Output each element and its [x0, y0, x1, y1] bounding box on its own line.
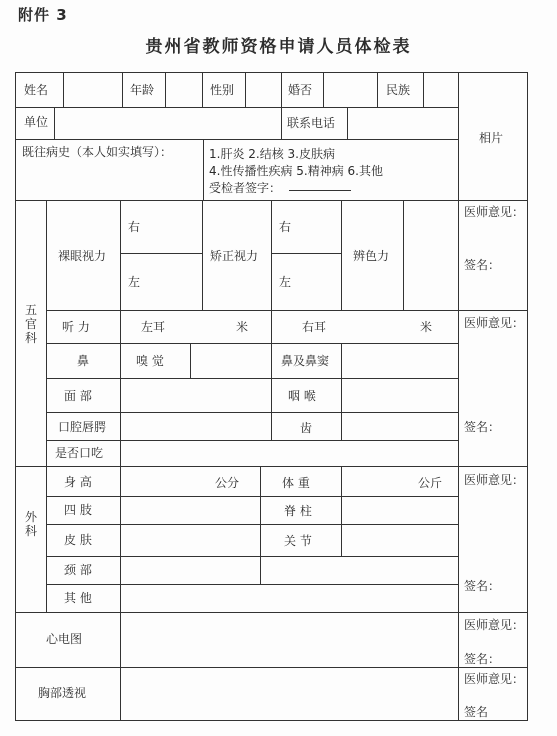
chest-xray-label: 胸部透视 [38, 686, 87, 700]
left-ear-unit: 米 [236, 320, 249, 334]
gender-label: 性别 [210, 83, 235, 97]
stutter-label: 是否口吃 [55, 446, 104, 460]
right-ear-unit: 米 [420, 320, 433, 334]
ecg-label: 心电图 [46, 632, 83, 646]
limbs-label: 四 肢 [64, 503, 92, 517]
naked-left-label: 左 [128, 275, 141, 289]
facial-section-label: 五官科 [24, 303, 37, 345]
doctor-opinion-surgery: 医师意见： [464, 473, 525, 487]
color-vision-label: 辨色力 [353, 249, 390, 263]
nose-label: 鼻 [77, 354, 90, 368]
corrected-vision-label: 矫正视力 [210, 249, 259, 263]
throat-label: 咽 喉 [288, 389, 316, 403]
photo-label: 相片 [479, 131, 504, 145]
height-label: 身 高 [64, 475, 92, 489]
doctor-opinion-facial: 医师意见： [464, 316, 525, 330]
phone-label: 联系电话 [287, 116, 336, 130]
face-label: 面 部 [64, 389, 92, 403]
attachment-label: 附件 3 [18, 6, 68, 24]
surgery-section-label: 外科 [24, 510, 37, 538]
weight-unit: 公斤 [418, 476, 443, 490]
hearing-label: 听 力 [62, 320, 90, 334]
doctor-opinion-chest: 医师意见： [464, 672, 525, 686]
doctor-opinion-ecg: 医师意见： [464, 618, 525, 632]
weight-label: 体 重 [282, 476, 310, 490]
history-signature-label: 受检者签字： [209, 181, 282, 195]
doctor-sign-chest: 签名 [464, 705, 489, 719]
signature-line [289, 190, 351, 191]
oral-label: 口腔唇腭 [58, 420, 107, 434]
doctor-sign-surgery: 签名： [464, 579, 501, 593]
history-line-2: 4.性传播性疾病 5.精神病 6.其他 [209, 164, 383, 178]
naked-vision-label: 裸眼视力 [58, 249, 107, 263]
teeth-label: 齿 [300, 421, 313, 435]
name-label: 姓名 [24, 83, 49, 97]
left-ear-label: 左耳 [141, 320, 166, 334]
height-unit: 公分 [215, 476, 240, 490]
right-ear-label: 右耳 [302, 320, 327, 334]
smell-label: 嗅 觉 [136, 354, 164, 368]
doctor-sign-vision: 签名： [464, 258, 501, 272]
spine-label: 脊 柱 [284, 504, 312, 518]
history-label: 既往病史（本人如实填写）： [22, 145, 173, 159]
doctor-opinion-vision: 医师意见： [464, 205, 525, 219]
age-label: 年龄 [130, 83, 155, 97]
skin-label: 皮 肤 [64, 533, 92, 547]
ethnicity-label: 民族 [386, 83, 411, 97]
nose-sinus-label: 鼻及鼻窦 [281, 354, 330, 368]
work-unit-label: 单位 [24, 115, 49, 129]
form-title: 贵州省教师资格申请人员体检表 [145, 37, 412, 57]
neck-label: 颈 部 [64, 563, 92, 577]
joints-label: 关 节 [284, 534, 312, 548]
history-line-1: 1.肝炎 2.结核 3.皮肤病 [209, 147, 335, 161]
naked-right-label: 右 [128, 220, 141, 234]
doctor-sign-facial: 签名： [464, 420, 501, 434]
doctor-sign-ecg: 签名： [464, 652, 501, 666]
other-label: 其 他 [64, 591, 92, 605]
marital-label: 婚否 [288, 83, 313, 97]
corrected-right-label: 右 [279, 220, 292, 234]
corrected-left-label: 左 [279, 275, 292, 289]
